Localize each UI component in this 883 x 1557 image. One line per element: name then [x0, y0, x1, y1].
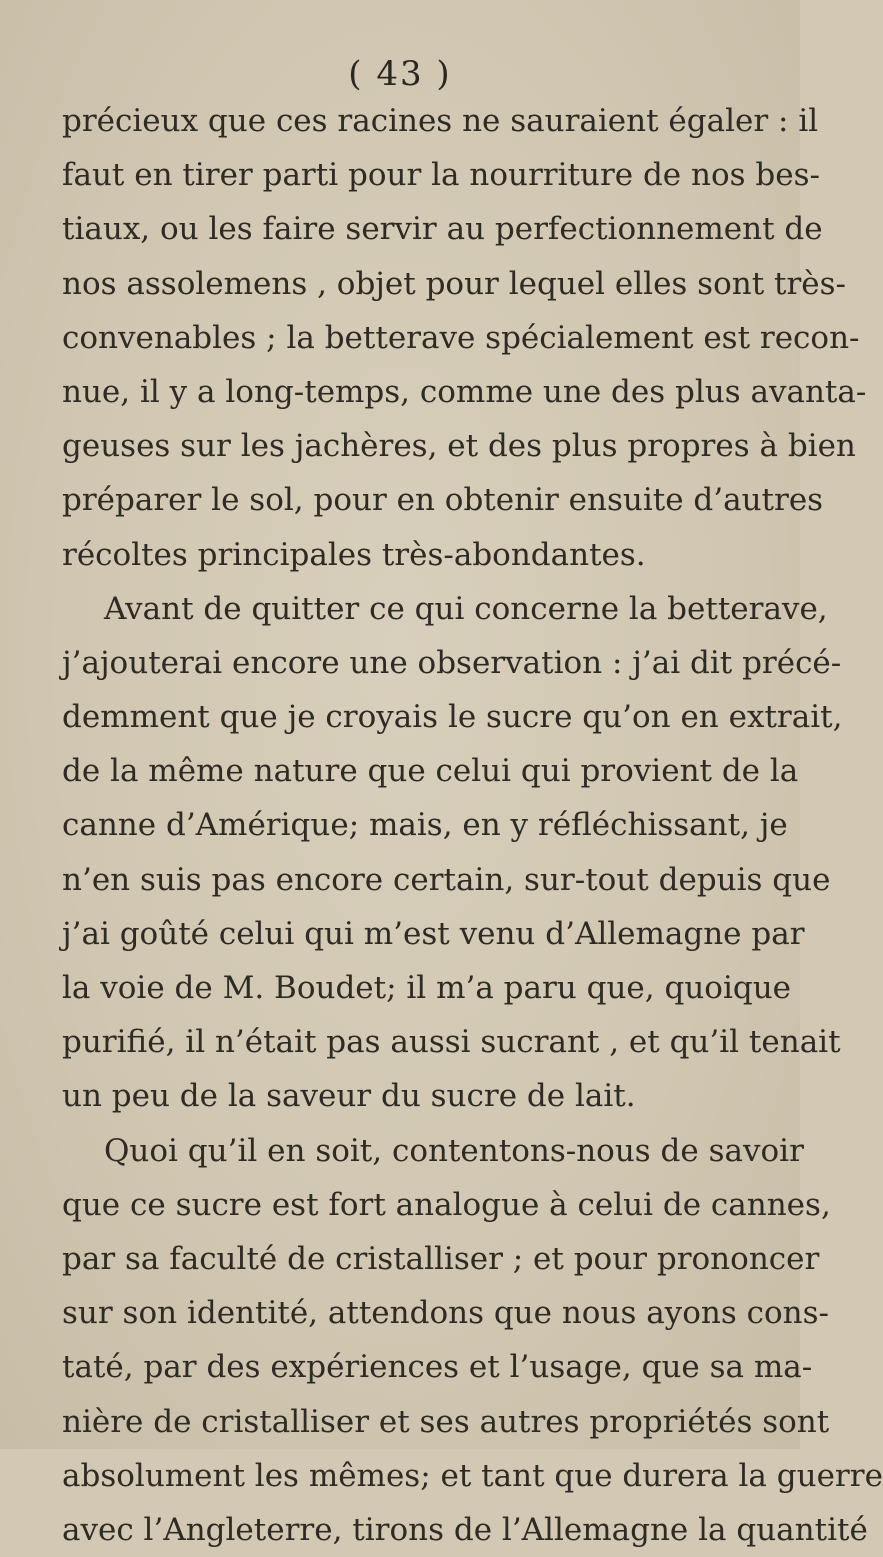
- text-line: tiaux, ou les faire servir au perfectionnement de: [62, 211, 823, 248]
- text-line: un peu de la saveur du sucre de lait.: [62, 1078, 636, 1115]
- body-text: [62, 94, 883, 1557]
- text-line: geuses sur les jachères, et des plus propres à bien: [62, 428, 856, 465]
- text-line: j’ajouterai encore une observation : j’ai dit précé-: [62, 644, 842, 681]
- text-line: purifié, il n’était pas aussi sucrant , et qu’il tenait: [62, 1024, 841, 1061]
- paragraph-start-line: Quoi qu’il en soit, contentons-nous de savoir: [104, 1132, 804, 1169]
- text-line: n’en suis pas encore certain, sur-tout depuis que: [62, 861, 831, 898]
- text-line: nue, il y a long-temps, comme une des plus avanta-: [62, 373, 867, 410]
- text-line: récoltes principales très-abondantes.: [62, 536, 646, 573]
- text-line: que ce sucre est fort analogue à celui de cannes,: [62, 1186, 831, 1223]
- text-line: convenables ; la betterave spécialement est recon-: [62, 319, 860, 356]
- text-line: faut en tirer parti pour la nourriture de nos bes-: [62, 157, 820, 194]
- paragraph-start-line: Avant de quitter ce qui concerne la betterave,: [104, 590, 828, 627]
- text-line: nière de cristalliser et ses autres propriétés sont: [62, 1403, 830, 1440]
- text-line: précieux que ces racines ne sauraient égaler : il: [62, 103, 819, 139]
- text-line: la voie de M. Boudet; il m’a paru que, quoique: [62, 970, 792, 1006]
- text-line: canne d’Amérique; mais, en y réfléchissant, je: [62, 807, 788, 844]
- text-line: de la même nature que celui qui provient de la: [62, 753, 799, 790]
- text-line: taté, par des expériences et l’usage, que sa ma-: [62, 1349, 813, 1386]
- text-line: nos assolemens , objet pour lequel elles sont très-: [62, 265, 847, 302]
- text-line: sur son identité, attendons que nous ayons cons-: [62, 1295, 829, 1332]
- text-line: préparer le sol, pour en obtenir ensuite d’autres: [62, 482, 824, 519]
- text-line: absolument les mêmes; et tant que durera la guerre: [62, 1457, 883, 1494]
- text-line: avec l’Angleterre, tirons de l’Allemagne la quantité: [62, 1511, 868, 1548]
- text-line: demment que je croyais le sucre qu’on en extrait,: [62, 699, 843, 736]
- text-line: j’ai goûté celui qui m’est venu d’Allemagne par: [62, 915, 805, 952]
- page-number: ( 43 ): [348, 54, 452, 94]
- text-line: par sa faculté de cristalliser ; et pour prononcer: [62, 1240, 820, 1277]
